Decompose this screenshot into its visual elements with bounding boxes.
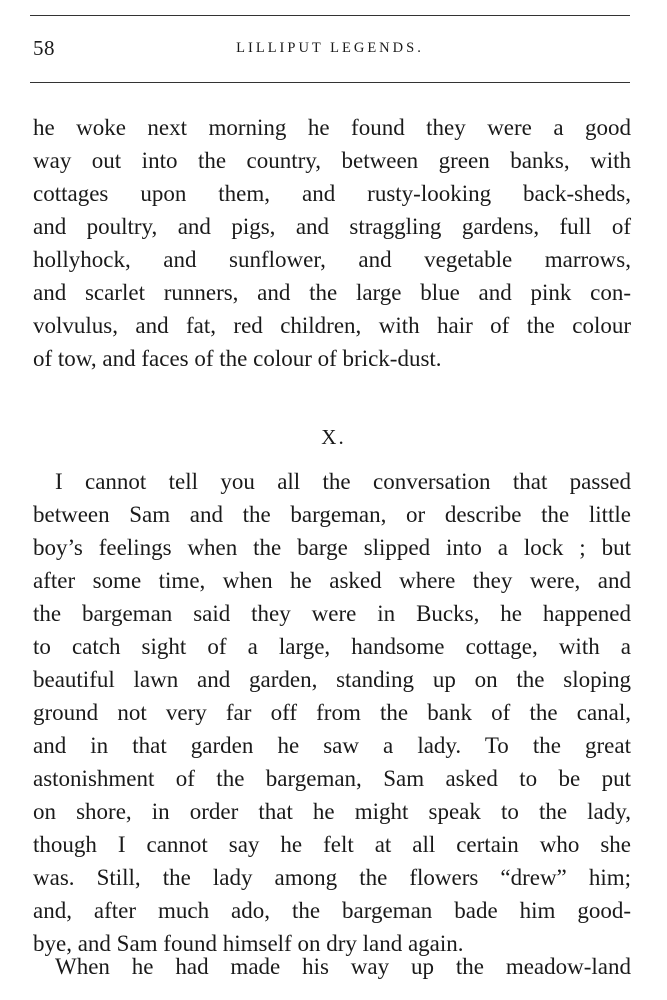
text-line: way out into the country, between green banks, with [33, 148, 631, 173]
text-line: was. Still, the lady among the flowers “drew” him; [33, 865, 631, 890]
text-line: he woke next morning he found they were a good [33, 115, 631, 140]
text-line: cottages upon them, and rusty-looking back-sheds, [33, 181, 631, 206]
text-line: and in that garden he saw a lady. To the great [33, 733, 631, 758]
text-line: bye, and Sam found himself on dry land again. [33, 931, 464, 956]
text-line: of tow, and faces of the colour of brick-dust. [33, 346, 442, 371]
paragraph [33, 950, 631, 983]
text-line: beautiful lawn and garden, standing up on the sloping [33, 667, 631, 692]
text-line: the bargeman said they were in Bucks, he happened [33, 601, 631, 626]
text-line: after some time, when he asked where they were, and [33, 568, 631, 593]
text-line: and, after much ado, the bargeman bade him good- [33, 898, 631, 923]
page-number: 58 [33, 36, 55, 60]
header-top-rule [30, 15, 630, 16]
text-line: I cannot tell you all the conversation that passed [55, 469, 631, 494]
text-line: ground not very far off from the bank of the canal, [33, 700, 631, 725]
text-line: to catch sight of a large, handsome cottage, with a [33, 634, 631, 659]
paragraph-continued [33, 111, 631, 375]
text-line: though I cannot say he felt at all certain who she [33, 832, 631, 857]
text-line: boy’s feelings when the barge slipped into a lock ; but [33, 535, 631, 560]
text-line: hollyhock, and sunflower, and vegetable marrows, [33, 247, 631, 272]
text-line: on shore, in order that he might speak to the lady, [33, 799, 631, 824]
text-line: and scarlet runners, and the large blue and pink con- [33, 280, 631, 305]
running-head: LILLIPUT LEGENDS. [236, 40, 424, 56]
text-line: astonishment of the bargeman, Sam asked to be put [33, 766, 631, 791]
text-line: volvulus, and fat, red children, with hair of the colour [33, 313, 631, 338]
text-line: When he had made his way up the meadow-land [55, 954, 631, 979]
header-bottom-rule [30, 82, 630, 83]
text-line: and poultry, and pigs, and straggling gardens, full of [33, 214, 631, 239]
paragraph [33, 465, 631, 960]
section-heading: X. [321, 425, 346, 449]
text-line: between Sam and the bargeman, or describe the little [33, 502, 631, 527]
